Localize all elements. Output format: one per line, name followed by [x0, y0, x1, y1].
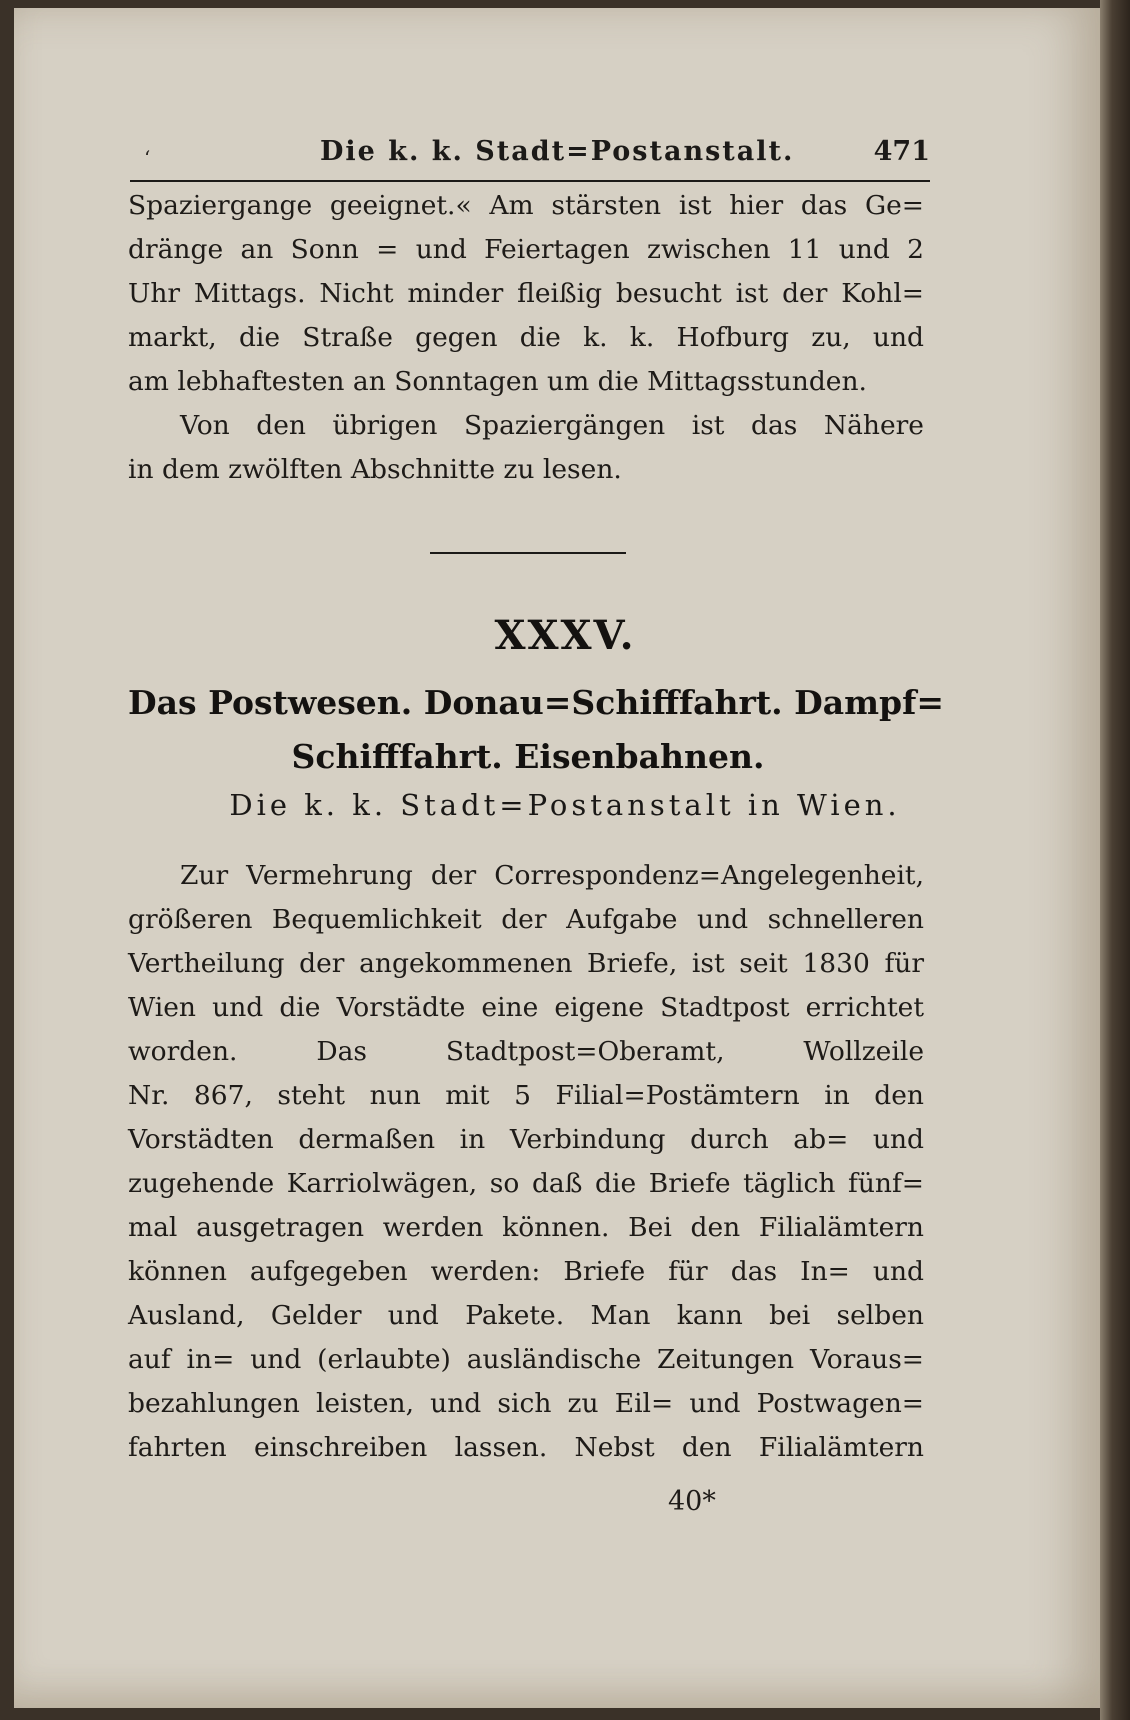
text-line: Wien und die Vorstädte eine eigene Stadtpost errichtet [128, 992, 924, 1023]
text-line: Zur Vermehrung der Correspondenz=Angelegenheit, [180, 860, 924, 891]
text-line: können aufgegeben werden: Briefe für das In= und [128, 1256, 924, 1287]
running-title: Die k. k. Stadt=Postanstalt. [320, 136, 795, 167]
chapter-number: XXXV. [494, 612, 636, 659]
signature-mark: 40* [668, 1486, 716, 1517]
text-line: Vertheilung der angekommenen Briefe, ist seit 1830 für [128, 948, 924, 979]
text-line: in dem zwölften Abschnitte zu lesen. [128, 454, 622, 485]
text-line: bezahlungen leisten, und sich zu Eil= und Postwagen= [128, 1388, 924, 1419]
text-line: zugehende Karriolwägen, so daß die Briefe täglich fünf= [128, 1168, 924, 1199]
text-line: Uhr Mittags. Nicht minder fleißig besucht ist der Kohl= [128, 278, 924, 309]
text-line: worden. Das Stadtpost=Oberamt, Wollzeile [128, 1036, 924, 1067]
text-line: am lebhaftesten an Sonntagen um die Mittagsstunden. [128, 366, 867, 397]
text-line: mal ausgetragen werden können. Bei den Filialämtern [128, 1212, 924, 1243]
text-line: markt, die Straße gegen die k. k. Hofburg zu, und [128, 322, 924, 353]
chapter-title-line: Das Postwesen. Donau=Schifffahrt. Dampf= [128, 683, 944, 722]
chapter-title [128, 676, 944, 784]
text-line: größeren Bequemlichkeit der Aufgabe und schnelleren [128, 904, 924, 935]
text-line: auf in= und (erlaubte) ausländische Zeitungen Voraus= [128, 1344, 924, 1375]
text-line: fahrten einschreiben lassen. Nebst den Filialämtern [128, 1432, 924, 1463]
top-paragraph [128, 184, 924, 492]
section-title: Die k. k. Stadt=Postanstalt in Wien. [229, 788, 901, 822]
page-number: 471 [873, 136, 930, 167]
book-spine-shadow [1100, 0, 1130, 1720]
chapter-title-line: Schifffahrt. Eisenbahnen. [291, 737, 765, 776]
section-divider [430, 552, 626, 554]
main-paragraph [128, 854, 924, 1470]
text-line: Vorstädten dermaßen in Verbindung durch ab= und [128, 1124, 924, 1155]
text-line: Spaziergange geeignet.« Am stärsten ist hier das Ge= [128, 190, 924, 221]
text-line: Nr. 867, steht nun mit 5 Filial=Postämtern in den [128, 1080, 924, 1111]
text-line: Von den übrigen Spaziergängen ist das Nähere [180, 410, 924, 441]
text-line: dränge an Sonn = und Feiertagen zwischen 11 und 2 [128, 234, 924, 265]
running-header [130, 136, 930, 182]
text-line: Ausland, Gelder und Pakete. Man kann bei selben [128, 1300, 924, 1331]
header-mark: ʻ [144, 146, 151, 170]
